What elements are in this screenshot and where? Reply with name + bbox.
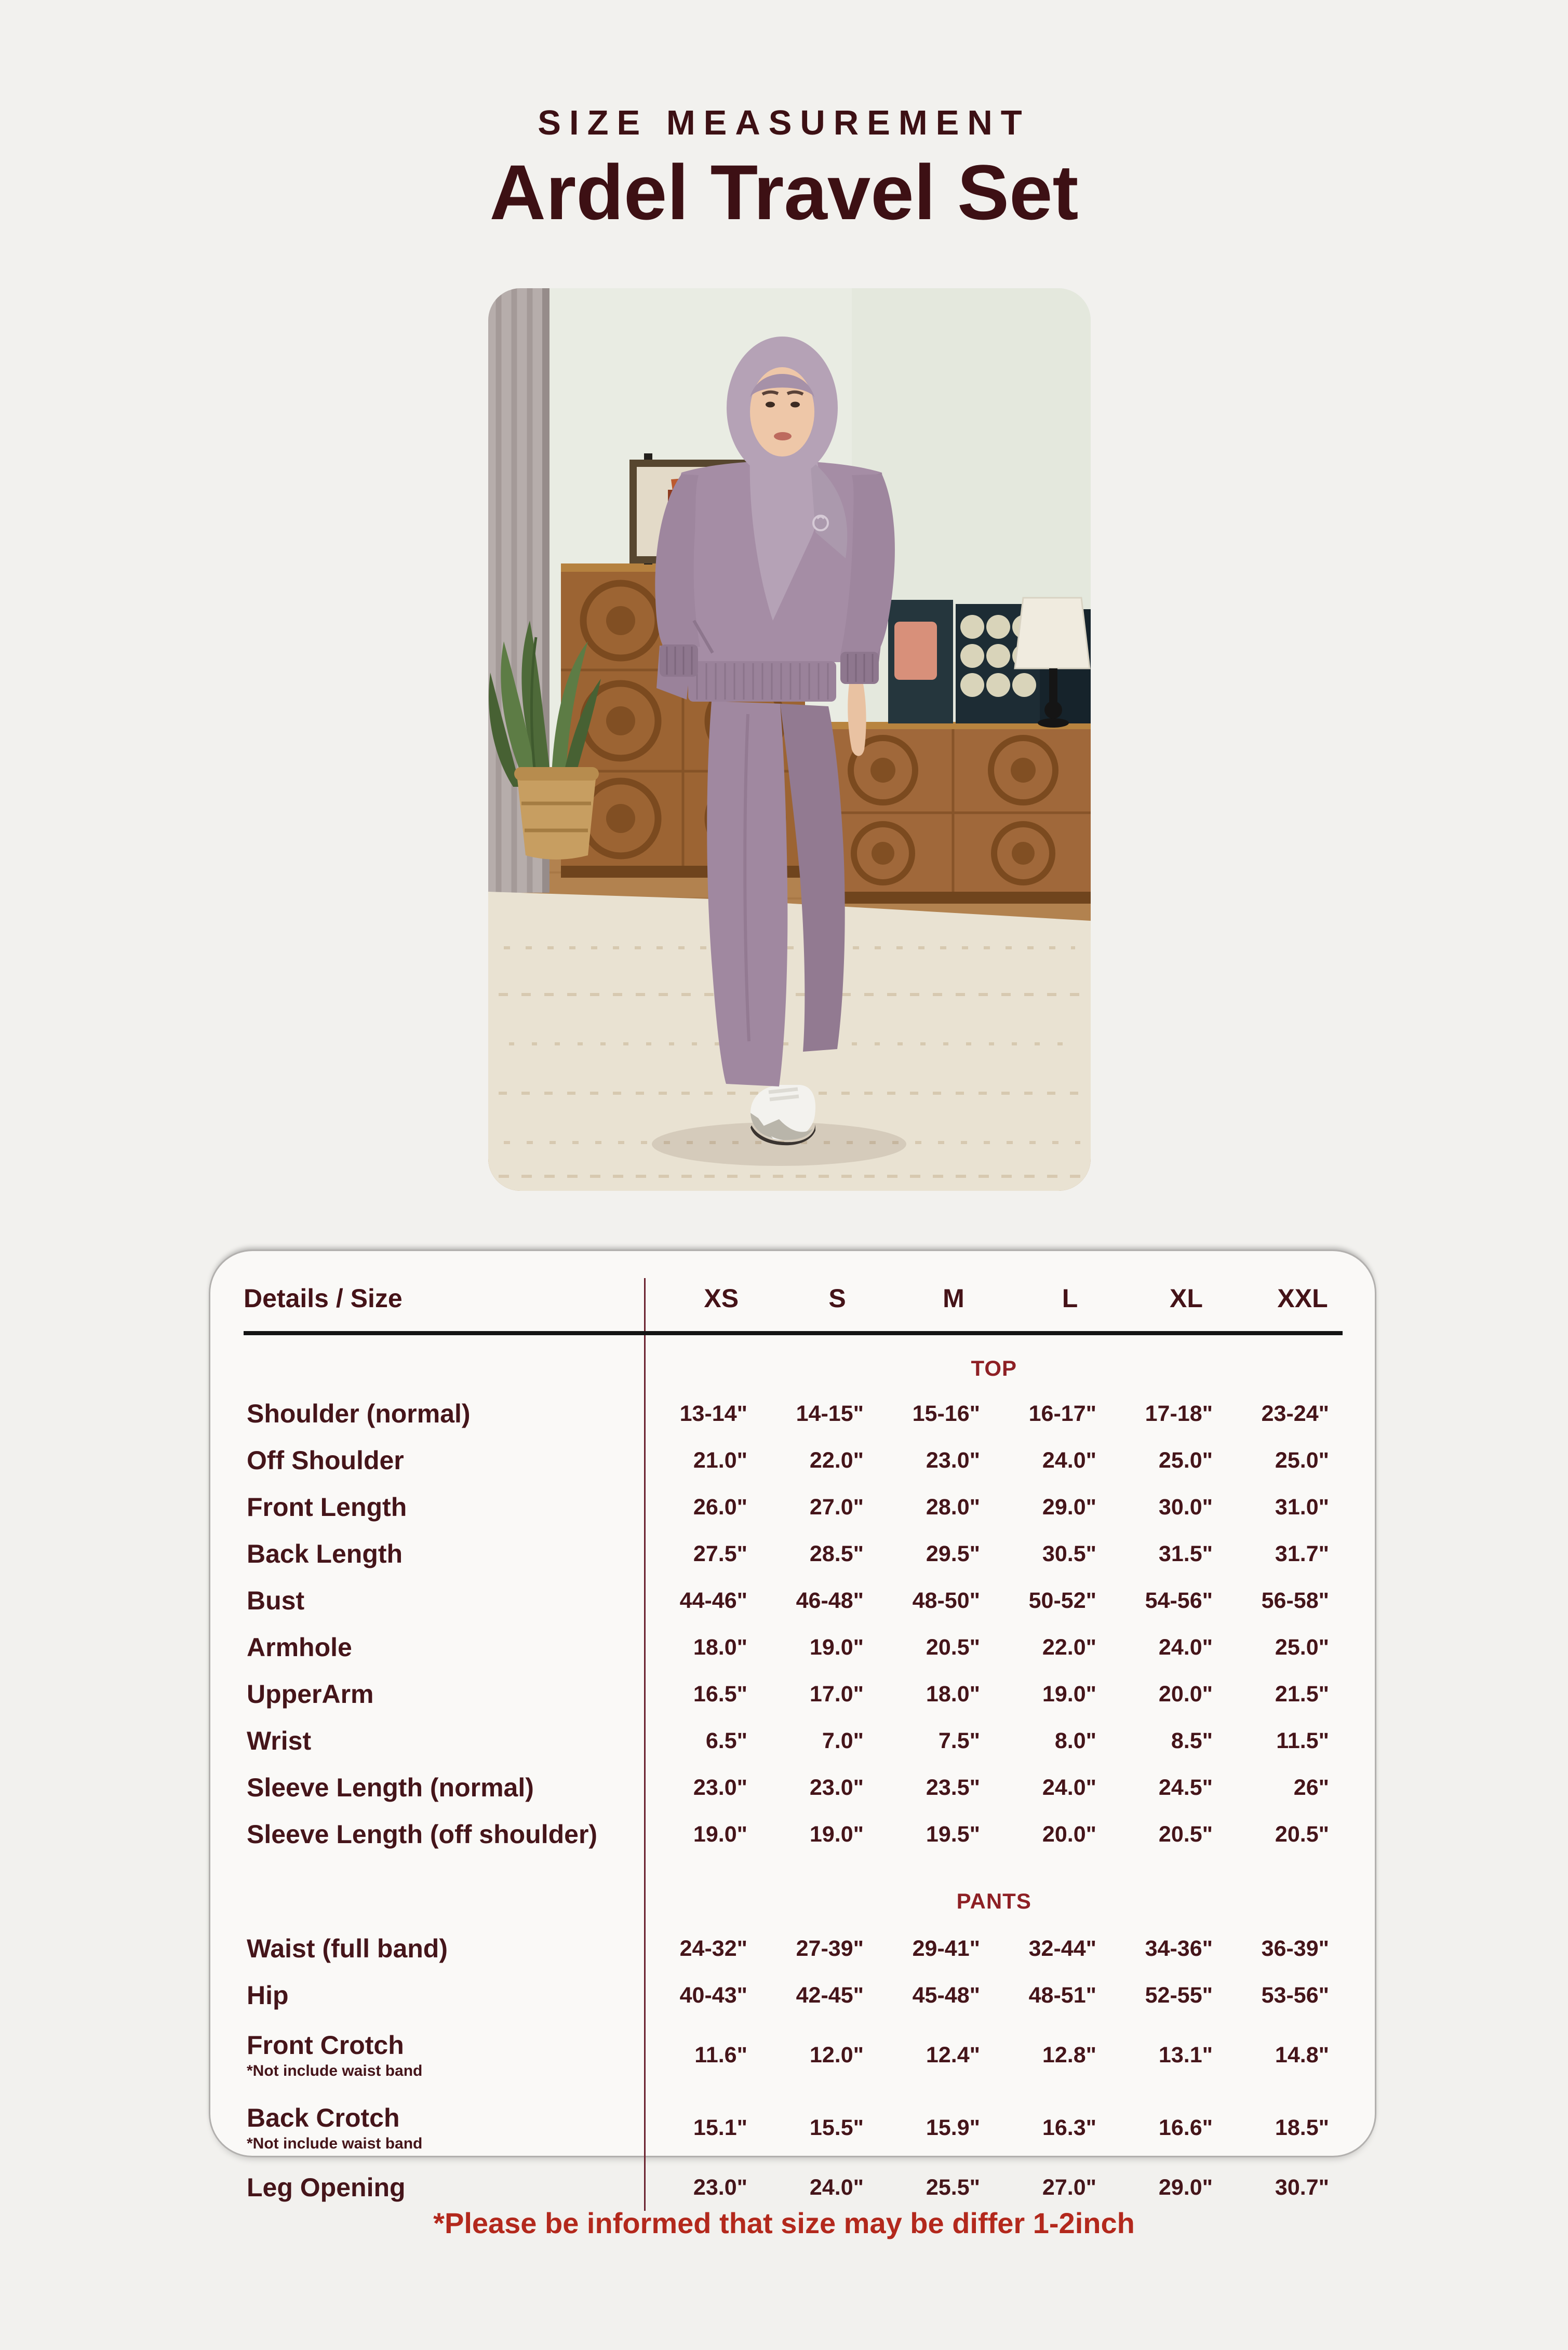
measurement-value: 16.6" — [1158, 2115, 1213, 2140]
measurement-value: 11.6" — [694, 2042, 747, 2067]
measurement-value: 42-45" — [796, 1982, 864, 2008]
measurement-value: 13-14" — [679, 1401, 747, 1426]
row-label: Back Length — [244, 1530, 645, 1577]
section-spacer — [244, 1333, 645, 1390]
size-table-card — [209, 1250, 1376, 2202]
measurement-value: 24.0" — [1042, 1447, 1096, 1473]
row-label: Armhole — [244, 1624, 645, 1671]
table-row — [244, 1624, 1343, 1671]
measurement-value: 14.8" — [1275, 2042, 1329, 2067]
measurement-value: 24.0" — [809, 2174, 864, 2200]
row-label: Back Crotch *Not include waist band — [244, 2091, 645, 2164]
left-cuff — [660, 644, 698, 677]
measurement-value: 48-51" — [1028, 1982, 1096, 2008]
row-note: *Not include waist band — [247, 2062, 423, 2079]
measurement-value: 28.0" — [926, 1494, 980, 1520]
eyebrow-label: SIZE MEASUREMENT — [538, 103, 1030, 142]
row-label: Sleeve Length (normal) — [244, 1764, 645, 1811]
measurement-value: 6.5" — [705, 1728, 747, 1753]
measurement-value: 31.5" — [1158, 1541, 1213, 1566]
measurement-value: 25.0" — [1158, 1447, 1213, 1473]
row-note: *Not include waist band — [247, 2135, 423, 2152]
measurement-value: 28.5" — [809, 1541, 864, 1566]
measurement-value: 36-39" — [1261, 1936, 1329, 1961]
measurement-value: 23-24" — [1261, 1401, 1329, 1426]
measurement-value: 23.0" — [809, 1775, 864, 1800]
measurement-value: 27.0" — [809, 1494, 864, 1520]
measurement-value: 8.5" — [1171, 1728, 1213, 1753]
measurement-value: 30.7" — [1275, 2174, 1329, 2200]
measurement-value: 7.0" — [822, 1728, 864, 1753]
measurement-value: 19.0" — [1042, 1681, 1096, 1707]
measurement-value: 20.5" — [1158, 1821, 1213, 1847]
section-row-top — [244, 1333, 1343, 1390]
measurement-value: 20.0" — [1158, 1681, 1213, 1707]
table-header-row — [244, 1278, 1343, 1333]
measurement-value: 17.0" — [809, 1681, 864, 1707]
measurement-value: 12.4" — [926, 2042, 980, 2067]
table-row — [244, 1671, 1343, 1717]
size-col-header-m: M — [877, 1278, 994, 1333]
right-cuff — [840, 652, 879, 684]
measurement-value: 44-46" — [679, 1588, 747, 1613]
disclaimer-note: *Please be informed that size may be differ 1-2inch — [433, 2207, 1135, 2239]
measurement-value: 11.5" — [1276, 1728, 1329, 1753]
measurement-value: 23.5" — [926, 1775, 980, 1800]
measurement-value: 16-17" — [1028, 1401, 1096, 1426]
measurement-value: 45-48" — [912, 1982, 980, 2008]
measurement-value: 15-16" — [912, 1401, 980, 1426]
product-photo-illustration — [488, 288, 1091, 1191]
measurement-value: 24-32" — [679, 1936, 747, 1961]
measurement-value: 26.0" — [693, 1494, 747, 1520]
measurement-value: 13.1" — [1158, 2042, 1213, 2067]
measurement-value: 18.0" — [693, 1634, 747, 1660]
measurement-value: 30.5" — [1042, 1541, 1096, 1566]
measurement-value: 29-41" — [912, 1936, 980, 1961]
measurement-value: 23.0" — [926, 1447, 980, 1473]
row-label: Hip — [244, 1972, 645, 2019]
measurement-value: 24.5" — [1158, 1775, 1213, 1800]
table-row — [244, 1390, 1343, 1437]
measurement-value: 31.7" — [1275, 1541, 1329, 1566]
measurement-value: 22.0" — [809, 1447, 864, 1473]
measurement-value: 20.0" — [1042, 1821, 1096, 1847]
measurement-value: 12.8" — [1042, 2042, 1096, 2067]
size-col-header-xxl: XXL — [1226, 1278, 1343, 1333]
size-col-header-s: S — [761, 1278, 877, 1333]
measurement-value: 19.0" — [693, 1821, 747, 1847]
table-row — [244, 1972, 1343, 2019]
measurement-value: 21.5" — [1275, 1681, 1329, 1707]
size-col-header-xl: XL — [1110, 1278, 1226, 1333]
measurement-value: 25.0" — [1275, 1447, 1329, 1473]
measurement-value: 27.0" — [1042, 2174, 1096, 2200]
measurement-value: 19.5" — [926, 1821, 980, 1847]
measurement-value: 24.0" — [1158, 1634, 1213, 1660]
measurement-value: 52-55" — [1145, 1982, 1213, 2008]
measurement-value: 46-48" — [796, 1588, 864, 1613]
measurement-value: 24.0" — [1042, 1775, 1096, 1800]
measurement-value: 21.0" — [693, 1447, 747, 1473]
measurement-value: 25.5" — [926, 2174, 980, 2200]
table-row — [244, 1437, 1343, 1484]
measurement-value: 53-56" — [1261, 1982, 1329, 2008]
measurement-value: 29.0" — [1042, 1494, 1096, 1520]
measurement-value: 23.0" — [693, 2174, 747, 2200]
section-title: TOP — [971, 1356, 1017, 1380]
table-row — [244, 1764, 1343, 1811]
measurement-value: 25.0" — [1275, 1634, 1329, 1660]
row-label: Sleeve Length (off shoulder) — [244, 1811, 645, 1858]
measurement-value: 14-15" — [796, 1401, 864, 1426]
measurement-value: 20.5" — [926, 1634, 980, 1660]
measurement-value: 23.0" — [693, 1775, 747, 1800]
page-title: Ardel Travel Set — [489, 149, 1079, 236]
section-spacer — [244, 1858, 645, 1925]
measurement-value: 17-18" — [1145, 1401, 1213, 1426]
measurement-value: 27.5" — [693, 1541, 747, 1566]
table-row — [244, 1717, 1343, 1764]
size-col-header-xs: XS — [645, 1278, 761, 1333]
section-row-pants — [244, 1858, 1343, 1925]
measurement-value: 16.5" — [693, 1681, 747, 1707]
row-label: Shoulder (normal) — [244, 1390, 645, 1437]
table-row — [244, 1811, 1343, 1858]
measurement-value: 50-52" — [1028, 1588, 1096, 1613]
table-row — [244, 1530, 1343, 1577]
measurement-value: 32-44" — [1028, 1936, 1096, 1961]
measurement-value: 15.1" — [693, 2115, 747, 2140]
sideboard-right — [805, 722, 1091, 904]
table-row — [244, 1484, 1343, 1530]
product-photo — [488, 288, 1091, 1191]
table-row — [244, 1577, 1343, 1624]
measurement-value: 26" — [1293, 1775, 1329, 1800]
measurement-value: 22.0" — [1042, 1634, 1096, 1660]
section-title: PANTS — [956, 1889, 1031, 1913]
row-label: UpperArm — [244, 1671, 645, 1717]
size-table — [244, 1278, 1343, 2211]
measurement-value: 34-36" — [1145, 1936, 1213, 1961]
table-row — [244, 2091, 1343, 2164]
measurement-value: 31.0" — [1275, 1494, 1329, 1520]
measurement-value: 40-43" — [679, 1982, 747, 2008]
details-size-header: Details / Size — [244, 1278, 645, 1333]
measurement-value: 18.5" — [1275, 2115, 1329, 2140]
row-label: Waist (full band) — [244, 1925, 645, 1972]
measurement-value: 8.0" — [1054, 1728, 1096, 1753]
row-label: Bust — [244, 1577, 645, 1624]
measurement-value: 7.5" — [938, 1728, 980, 1753]
measurement-value: 16.3" — [1042, 2115, 1096, 2140]
measurement-value: 12.0" — [809, 2042, 864, 2067]
row-label: Front Length — [244, 1484, 645, 1530]
measurement-value: 19.0" — [809, 1634, 864, 1660]
row-label: Leg Opening — [244, 2164, 645, 2211]
measurement-value: 15.9" — [926, 2115, 980, 2140]
hem-band — [688, 661, 836, 702]
measurement-value: 56-58" — [1261, 1588, 1329, 1613]
table-row — [244, 2164, 1343, 2211]
size-col-header-l: L — [994, 1278, 1110, 1333]
measurement-value: 48-50" — [912, 1588, 980, 1613]
measurement-value: 29.5" — [926, 1541, 980, 1566]
measurement-value: 18.0" — [926, 1681, 980, 1707]
measurement-value: 30.0" — [1158, 1494, 1213, 1520]
measurement-value: 54-56" — [1145, 1588, 1213, 1613]
measurement-value: 29.0" — [1158, 2174, 1213, 2200]
row-label: Wrist — [244, 1717, 645, 1764]
measurement-value: 15.5" — [809, 2115, 864, 2140]
row-label: Front Crotch *Not include waist band — [244, 2019, 645, 2091]
measurement-value: 19.0" — [809, 1821, 864, 1847]
row-label: Off Shoulder — [244, 1437, 645, 1484]
table-row — [244, 1925, 1343, 1972]
measurement-value: 27-39" — [796, 1936, 864, 1961]
measurement-value: 20.5" — [1275, 1821, 1329, 1847]
table-row — [244, 2019, 1343, 2091]
